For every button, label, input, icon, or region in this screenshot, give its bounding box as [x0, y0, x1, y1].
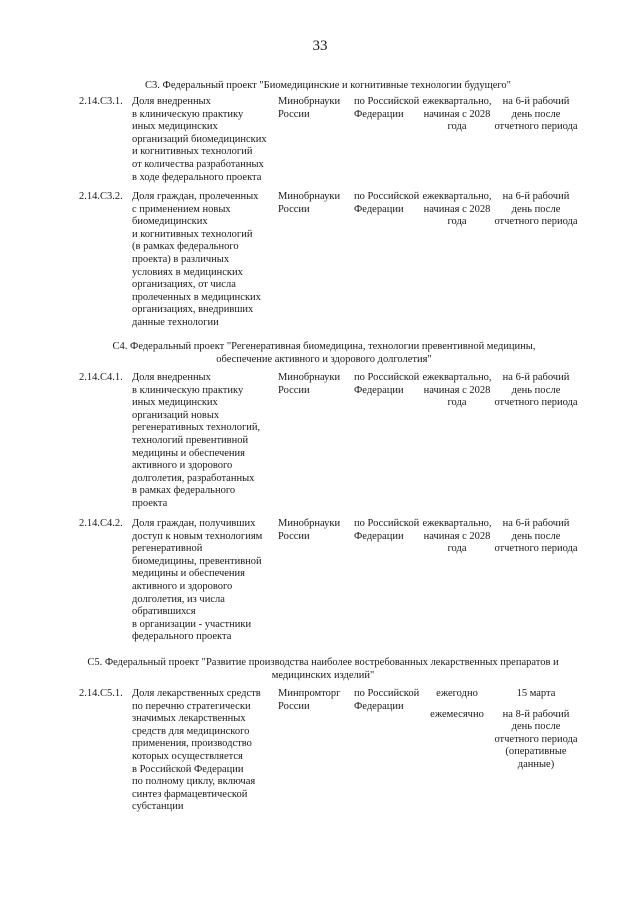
indicator-name: Доля граждан, пролеченных с применением новых биомедицинских и когнитивных технологий (в рамках федерального проекта) в различных условиях в медицинских организациях, от числа пролеченных в медицинских организациях, внедривших данные технологии	[132, 191, 261, 328]
section-title-c5: С5. Федеральный проект "Развитие производства наиболее востребованных лекарственных препаратов и медицинских изделий"	[87, 657, 559, 681]
frequency: ежеквартально, начиная с 2028 года	[422, 518, 492, 555]
section-title-c3: С3. Федеральный проект "Биомедицинские и когнитивные технологии будущего"	[145, 80, 511, 91]
level: по Российской Федерации	[354, 96, 420, 120]
indicator-name: Доля граждан, получивших доступ к новым технологиям регенеративной биомедицины, превентивной медицины и обеспечения активного и здорового долголетия, из числа обратившихся в организации - участники федерального проекта	[132, 518, 263, 643]
level: по Российской Федерации	[354, 518, 420, 542]
frequency-secondary: ежемесячно	[430, 708, 484, 720]
responsible-body: Минобрнауки России	[278, 96, 341, 120]
deadline-secondary: на 8-й рабочий день после отчетного периода (оперативные данные)	[494, 708, 578, 770]
frequency: ежеквартально, начиная с 2028 года	[422, 372, 492, 409]
deadline: на 6-й рабочий день после отчетного периода	[494, 518, 578, 555]
frequency: ежеквартально, начиная с 2028 года	[422, 191, 492, 228]
frequency: ежеквартально, начиная с 2028 года	[422, 96, 492, 133]
indicator-name: Доля лекарственных средств по перечню стратегически значимых лекарственных средств для медицинского применения, производство которых осуществляется в Российской Федерации по полному циклу, включая синтез фармацевтической субстанции	[132, 688, 261, 813]
level: по Российской Федерации	[354, 688, 420, 712]
frequency: ежегодно	[436, 688, 478, 699]
deadline: на 6-й рабочий день после отчетного периода	[494, 191, 578, 228]
deadline: 15 марта	[516, 688, 556, 699]
indicator-name: Доля внедренных в клиническую практику иных медицинских организаций биомедицинских и когнитивных технологий от количества разработанных в ходе федерального проекта	[132, 96, 267, 183]
frequency-cell	[418, 688, 496, 721]
responsible-body: Минобрнауки России	[278, 372, 341, 396]
responsible-body: Минобрнауки России	[278, 191, 341, 215]
level: по Российской Федерации	[354, 372, 420, 396]
indicator-number: 2.14.С5.1.	[79, 688, 123, 699]
responsible-body: Минпромторг России	[278, 688, 341, 712]
responsible-body: Минобрнауки России	[278, 518, 341, 542]
deadline: на 6-й рабочий день после отчетного периода	[494, 372, 578, 409]
section-title-c4: С4. Федеральный проект "Регенеративная биомедицина, технологии превентивной медицины, обеспечение активного и здорового долголетия"	[112, 341, 536, 365]
page-number: 33	[312, 38, 328, 54]
level: по Российской Федерации	[354, 191, 420, 215]
indicator-number: 2.14.С4.2.	[79, 518, 123, 529]
indicator-number: 2.14.С3.2.	[79, 191, 123, 202]
indicator-number: 2.14.С3.1.	[79, 96, 123, 107]
deadline: на 6-й рабочий день после отчетного периода	[494, 96, 578, 133]
deadline-cell	[494, 688, 578, 772]
indicator-number: 2.14.С4.1.	[79, 372, 123, 383]
indicator-name: Доля внедренных в клиническую практику иных медицинских организаций новых регенеративных технологий, технологий превентивной медицины и обеспечения активного и здорового долголетия, разработанных в рамках федерального проекта	[132, 372, 261, 509]
